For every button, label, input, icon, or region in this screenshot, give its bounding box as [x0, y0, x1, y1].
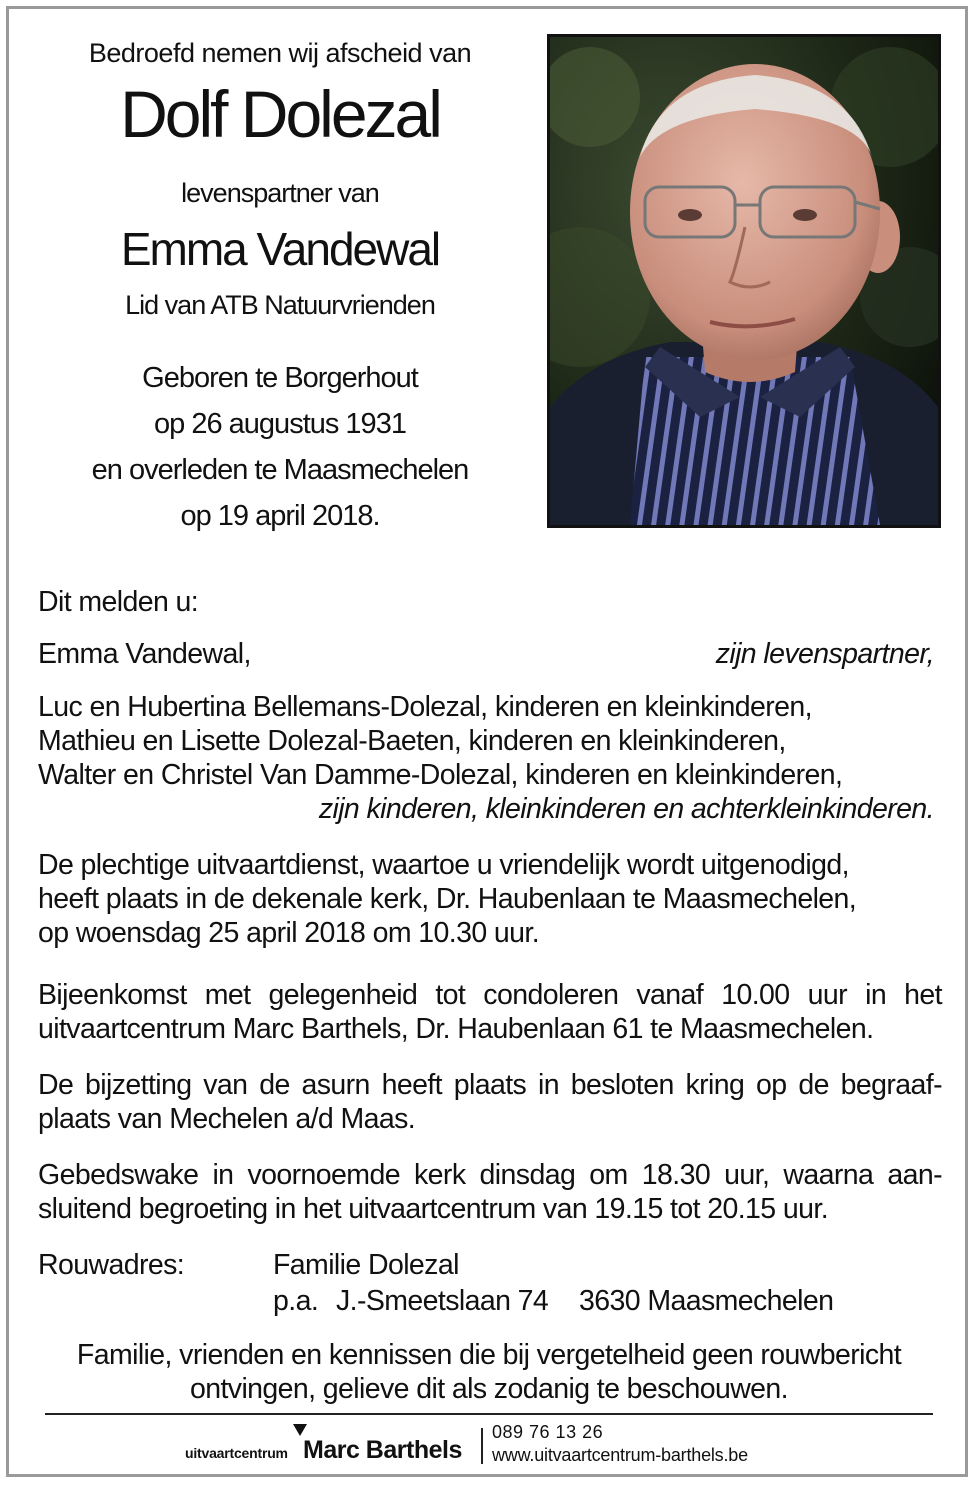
burial-line: De bijzetting van de asurn heeft plaats in besloten kring op de begraaf-: [38, 1069, 942, 1101]
address-city: 3630 Maasmechelen: [579, 1285, 834, 1317]
partner-name: Emma Vandewal: [120, 223, 440, 275]
partner-line: Emma Vandewal,: [38, 638, 251, 670]
bio-block: [40, 355, 520, 539]
address-street: J.-Smeetslaan 74: [336, 1285, 549, 1317]
address-label: Rouwadres:: [38, 1249, 185, 1281]
announcement-intro: Dit melden u:: [38, 586, 199, 618]
footer-separator: [481, 1428, 483, 1464]
service-paragraph: [38, 848, 938, 950]
children-role: zijn kinderen, kleinkinderen en achterkleinkinderen.: [318, 793, 934, 825]
gathering-paragraph: [38, 978, 942, 1046]
partner-row: [38, 637, 938, 671]
triangle-marker-icon: [293, 1424, 307, 1436]
portrait-illustration: [550, 37, 938, 525]
logo-subtitle: uitvaartcentrum: [185, 1445, 288, 1461]
gathering-line: Bijeenkomst met gelegenheid tot condoleren vanaf 10.00 uur in het: [38, 979, 942, 1011]
phone-number: 089 76 13 26: [492, 1422, 604, 1442]
vigil-line: Gebedswake in voornoemde kerk dinsdag om 18.30 uur, waarna aan-: [38, 1159, 942, 1191]
children-line: Mathieu en Lisette Dolezal-Baeten, kinderen en kleinkinderen,: [38, 725, 786, 757]
closing-line: ontvingen, gelieve dit als zodanig te beschouwen.: [189, 1373, 789, 1405]
children-line: Luc en Hubertina Bellemans-Dolezal, kinderen en kleinkinderen,: [38, 691, 812, 723]
burial-paragraph: [38, 1068, 942, 1136]
birth-place: Geboren te Borgerhout: [142, 362, 418, 394]
service-line: De plechtige uitvaartdienst, waartoe u vriendelijk wordt uitgenodigd,: [38, 849, 849, 881]
service-line: heeft plaats in de dekenale kerk, Dr. Haubenlaan te Maasmechelen,: [38, 883, 857, 915]
logo-name: Marc Barthels: [303, 1436, 462, 1464]
vigil-paragraph: [38, 1158, 942, 1226]
deceased-name: Dolf Dolezal: [120, 77, 440, 151]
service-line: op woensdag 25 april 2018 om 10.30 uur.: [38, 917, 540, 949]
death-date: op 19 april 2018.: [180, 500, 380, 532]
website-link[interactable]: www.uitvaartcentrum-barthels.be: [492, 1445, 748, 1465]
partner-label: levenspartner van: [181, 178, 379, 208]
address-name: Familie Dolezal: [273, 1249, 459, 1281]
closing-line: Familie, vrienden en kennissen die bij vergetelheid geen rouwbericht: [76, 1339, 902, 1371]
address-pa: p.a.: [273, 1285, 319, 1317]
children-line: Walter en Christel Van Damme-Dolezal, kinderen en kleinkinderen,: [38, 759, 843, 791]
portrait-photo: [547, 34, 941, 528]
children-block: [38, 690, 938, 826]
gathering-line: uitvaartcentrum Marc Barthels, Dr. Haubenlaan 61 te Maasmechelen.: [38, 1013, 874, 1045]
membership-text: Lid van ATB Natuurvrienden: [125, 290, 435, 320]
intro-text: Bedroefd nemen wij afscheid van: [88, 38, 472, 68]
birth-date: op 26 augustus 1931: [154, 408, 406, 440]
death-place: en overleden te Maasmechelen: [91, 454, 469, 486]
footer-divider: [45, 1413, 933, 1415]
vigil-line: sluitend begroeting in het uitvaartcentrum van 19.15 tot 20.15 uur.: [38, 1193, 829, 1225]
partner-role: zijn levenspartner,: [715, 638, 934, 670]
burial-line: plaats van Mechelen a/d Maas.: [38, 1103, 416, 1135]
closing-note: [40, 1338, 938, 1406]
